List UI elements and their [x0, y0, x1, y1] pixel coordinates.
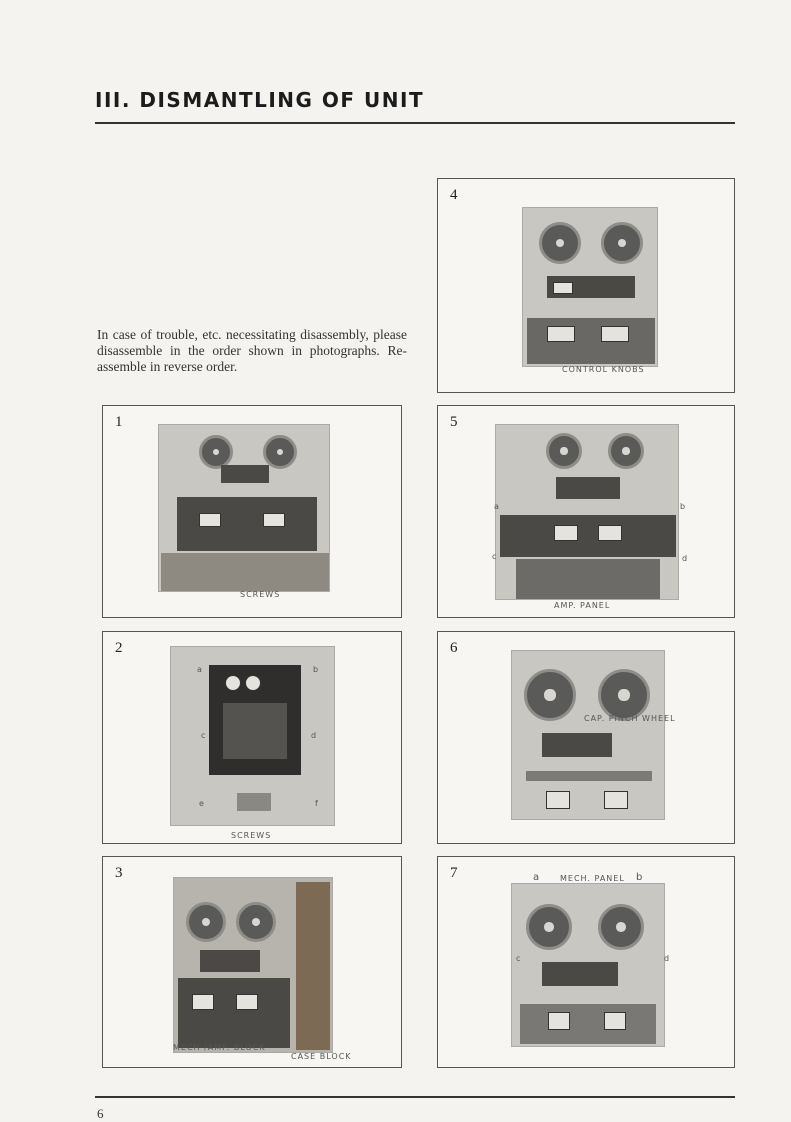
label-b: b	[680, 502, 687, 511]
label-a: a	[197, 665, 203, 674]
intro-paragraph: In case of trouble, etc. necessitating disassembly, please disassemble in the order shown in photographs. Re-assemble in reverse order.	[97, 327, 407, 374]
label-d: d	[682, 554, 689, 563]
figure-number: 4	[450, 187, 458, 203]
figure-3	[102, 856, 402, 1068]
figure-5	[437, 405, 735, 618]
photo-case-separation	[173, 877, 333, 1053]
top-rule	[95, 122, 735, 124]
label-c: c	[492, 552, 498, 561]
caption-control-knobs: CONTROL KNOBS	[562, 365, 645, 374]
bottom-rule	[95, 1096, 735, 1098]
label-b: b	[313, 665, 320, 674]
figure-number: 1	[115, 414, 123, 430]
label-a: a	[494, 502, 500, 511]
label-b: b	[636, 872, 644, 883]
photo-unit-in-case	[158, 424, 330, 592]
photo-pinch-wheel	[511, 650, 665, 820]
page-number: 6	[97, 1106, 104, 1121]
label-a: a	[533, 872, 541, 883]
figure-1	[102, 405, 402, 618]
figure-number: 6	[450, 640, 458, 656]
figure-number: 5	[450, 414, 458, 430]
figure-7	[437, 856, 735, 1068]
caption-mech-amp-block: MECH /AMP. BLOCK	[173, 1043, 266, 1052]
section-heading: III. DISMANTLING OF UNIT	[95, 88, 425, 112]
figure-6	[437, 631, 735, 844]
photo-amp-panel-removed	[495, 424, 679, 600]
label-d: d	[664, 954, 671, 963]
label-f: f	[315, 799, 319, 808]
figure-number: 3	[115, 865, 123, 881]
photo-mech-panel	[511, 883, 665, 1047]
label-d: d	[311, 731, 318, 740]
caption-amp-panel: AMP. PANEL	[554, 601, 611, 610]
caption-screws: SCREWS	[240, 590, 281, 599]
label-e: e	[199, 799, 205, 808]
caption-pinch-wheel: CAP. PINCH WHEEL	[584, 714, 676, 723]
figure-4	[437, 178, 735, 393]
label-c: c	[516, 954, 522, 963]
figure-2	[102, 631, 402, 844]
caption-screws: SCREWS	[231, 831, 272, 840]
figure-number: 2	[115, 640, 123, 656]
figure-number: 7	[450, 865, 458, 881]
caption-mech-panel: MECH. PANEL	[560, 874, 625, 883]
caption-case-block: CASE BLOCK	[291, 1052, 352, 1061]
label-c: c	[201, 731, 207, 740]
photo-front-panel	[522, 207, 658, 367]
